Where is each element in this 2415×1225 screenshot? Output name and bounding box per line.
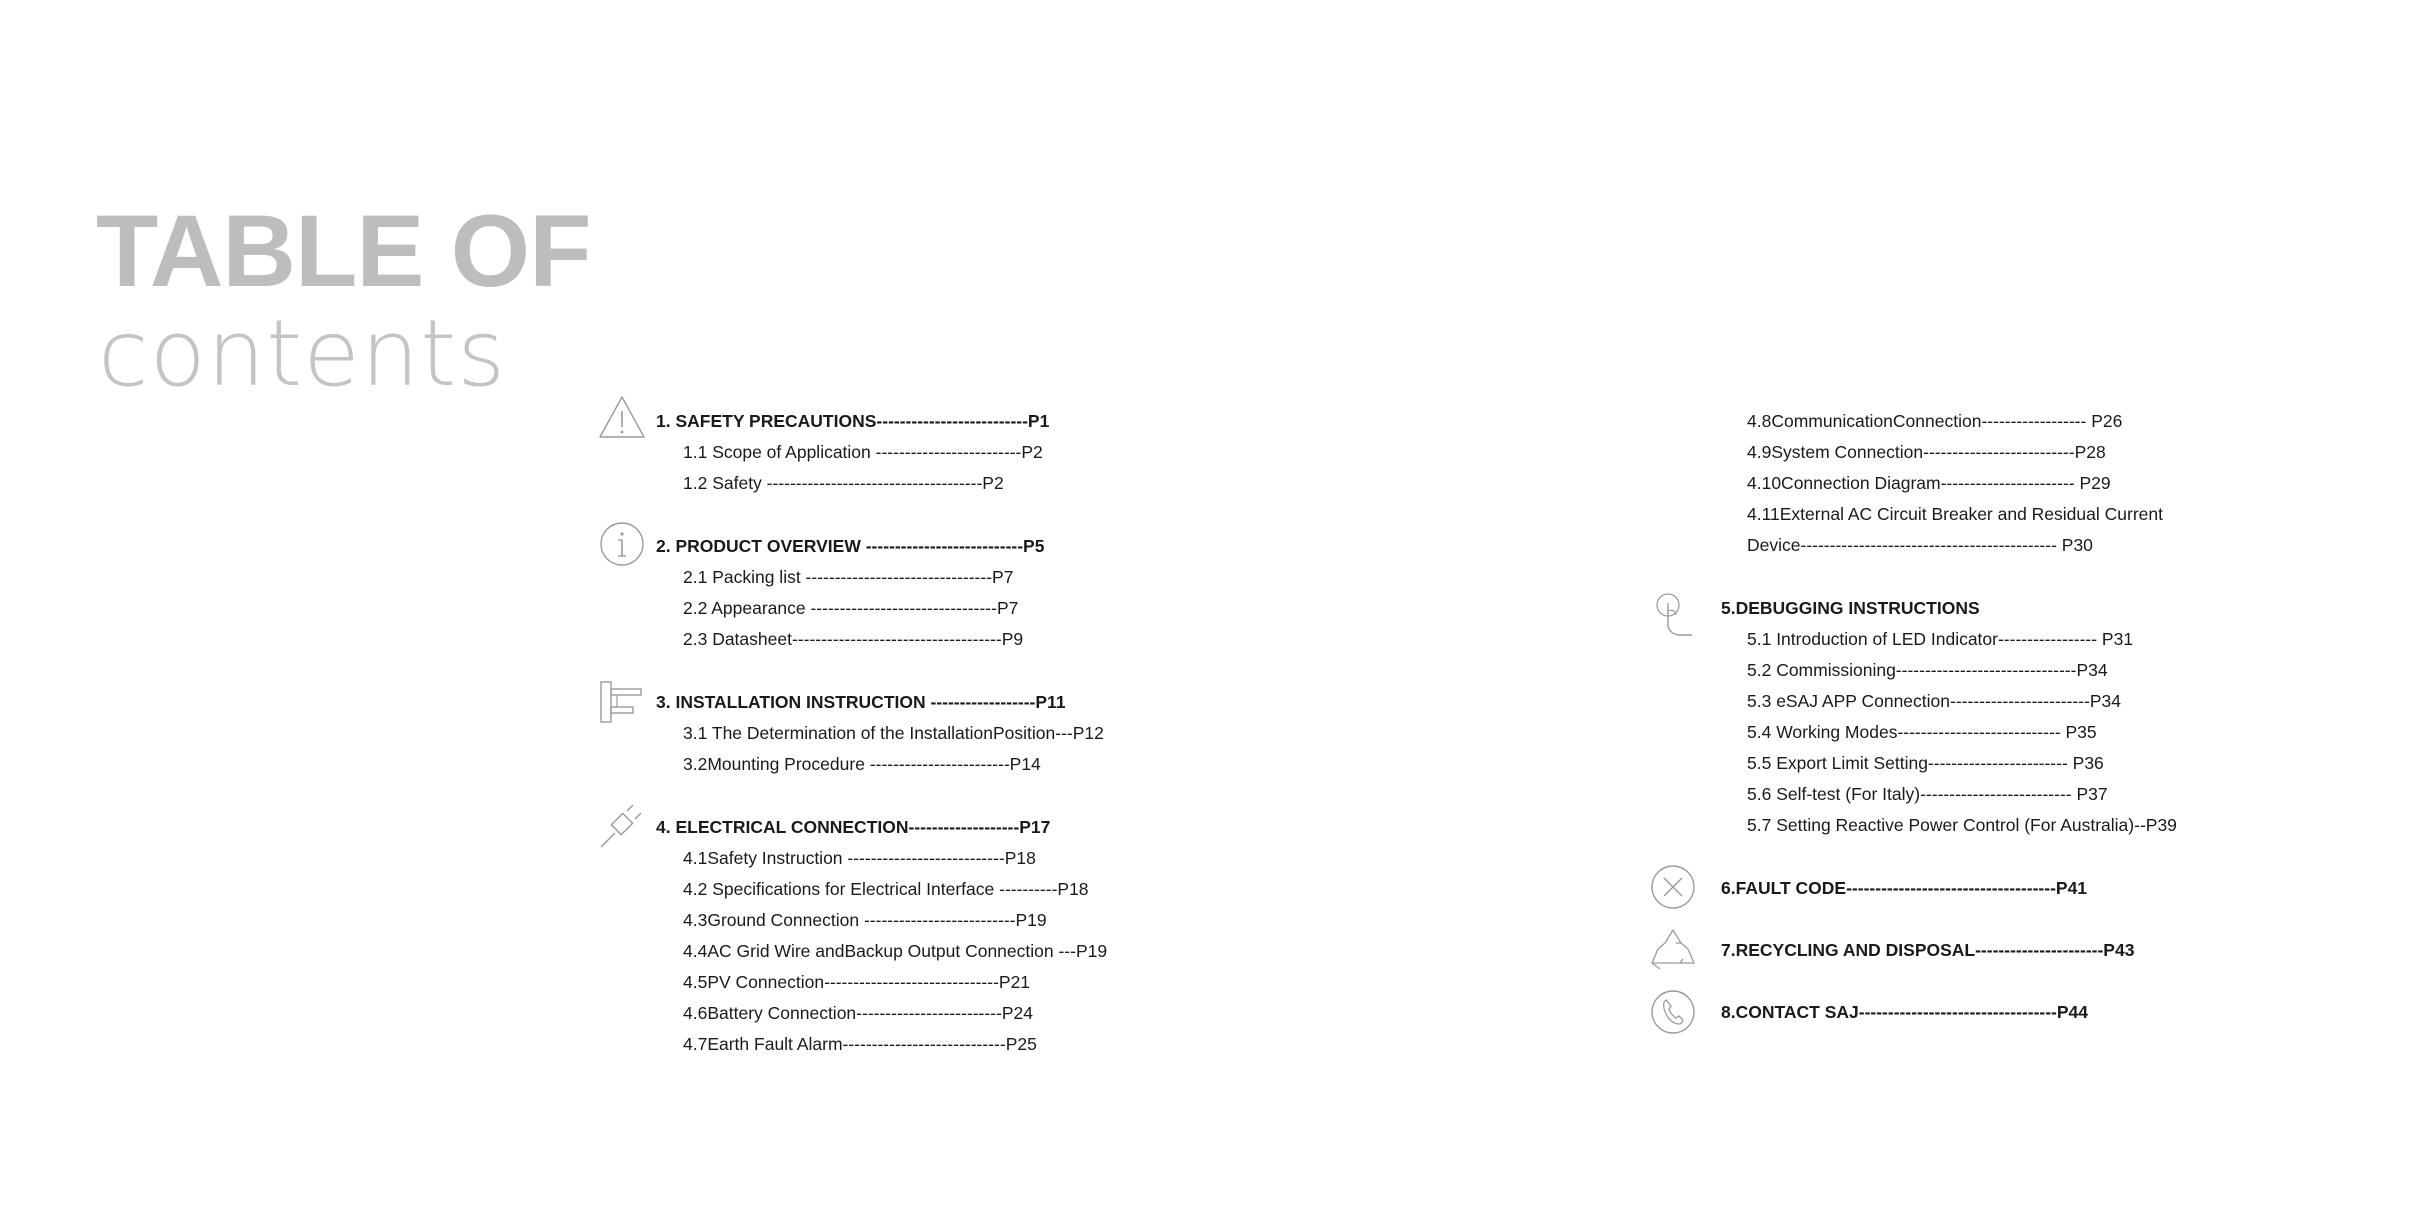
toc-entry-2-2[interactable]: 2.2 Appearance --------------------------------P7 [683,598,1019,618]
toc-entry-2[interactable]: 2. PRODUCT OVERVIEW ---------------------------P5 [656,536,1045,556]
warning-triangle-icon [597,394,647,444]
toc-entry-6[interactable]: 6.FAULT CODE------------------------------------P41 [1721,878,2088,898]
toc-entry-3[interactable]: 3. INSTALLATION INSTRUCTION ------------------P11 [656,692,1066,712]
toc-entry-5-4[interactable]: 5.4 Working Modes---------------------------- P35 [1747,722,2097,742]
recycle-icon [1648,925,1698,975]
info-circle-icon [597,519,647,569]
phone-circle-icon [1648,987,1698,1037]
toc-entry-2-1[interactable]: 2.1 Packing list --------------------------------P7 [683,567,1014,587]
toc-entry-5-1[interactable]: 5.1 Introduction of LED Indicator----------------- P31 [1747,629,2134,649]
toc-entry-3-2[interactable]: 3.2Mounting Procedure ------------------------P14 [683,754,1041,774]
x-circle-icon [1648,862,1698,912]
toc-entry-5-6[interactable]: 5.6 Self-test (For Italy)-------------------------- P37 [1747,784,2108,804]
toc-entry-5-3[interactable]: 5.3 eSAJ APP Connection------------------------P34 [1747,691,2122,711]
toc-entry-4-5[interactable]: 4.5PV Connection------------------------------P21 [683,972,1031,992]
toc-entry-7[interactable]: 7.RECYCLING AND DISPOSAL----------------------P43 [1721,940,2135,960]
page-title-line1: TABLE OF [96,194,591,308]
toc-entry-4-1[interactable]: 4.1Safety Instruction ---------------------------P18 [683,848,1036,868]
toc-entry-2-3[interactable]: 2.3 Datasheet------------------------------------P9 [683,629,1024,649]
toc-entry-4-7[interactable]: 4.7Earth Fault Alarm----------------------------P25 [683,1034,1037,1054]
toc-entry-4-11-cont[interactable]: Device-------------------------------------------- P30 [1747,535,2093,555]
toc-entry-5-2[interactable]: 5.2 Commissioning-------------------------------P34 [1747,660,2108,680]
toc-entry-1[interactable]: 1. SAFETY PRECAUTIONS--------------------------P1 [656,411,1050,431]
toc-entry-4-3[interactable]: 4.3Ground Connection --------------------------P19 [683,910,1047,930]
plug-connector-icon [597,801,647,851]
toc-entry-8[interactable]: 8.CONTACT SAJ----------------------------------P44 [1721,1002,2089,1022]
toc-entry-4-4[interactable]: 4.4AC Grid Wire andBackup Output Connection ---P19 [683,941,1108,961]
toc-entry-1-1[interactable]: 1.1 Scope of Application -------------------------P2 [683,442,1043,462]
toc-entry-5-7[interactable]: 5.7 Setting Reactive Power Control (For Australia)--P39 [1747,815,2177,835]
toc-entry-4-8[interactable]: 4.8CommunicationConnection------------------ P26 [1747,411,2123,431]
toc-entry-4-6[interactable]: 4.6Battery Connection-------------------------P24 [683,1003,1033,1023]
toc-entry-4-10[interactable]: 4.10Connection Diagram----------------------- P29 [1747,473,2111,493]
toc-entry-4-11[interactable]: 4.11External AC Circuit Breaker and Residual Current [1747,504,2163,524]
toc-entry-3-1[interactable]: 3.1 The Determination of the InstallationPosition---P12 [683,723,1104,743]
toc-entry-5-5[interactable]: 5.5 Export Limit Setting------------------------ P36 [1747,753,2104,773]
page-title-line2: contents [98,300,507,407]
toc-entry-4[interactable]: 4. ELECTRICAL CONNECTION-------------------P17 [656,817,1051,837]
toc-entry-4-2[interactable]: 4.2 Specifications for Electrical Interface ----------P18 [683,879,1089,899]
mounting-bracket-icon [597,677,647,727]
toc-entry-4-9[interactable]: 4.9System Connection--------------------------P28 [1747,442,2106,462]
toc-entry-5[interactable]: 5.DEBUGGING INSTRUCTIONS [1721,598,1980,618]
toc-entry-1-2[interactable]: 1.2 Safety -------------------------------------P2 [683,473,1004,493]
touch-finger-icon [1648,589,1698,639]
